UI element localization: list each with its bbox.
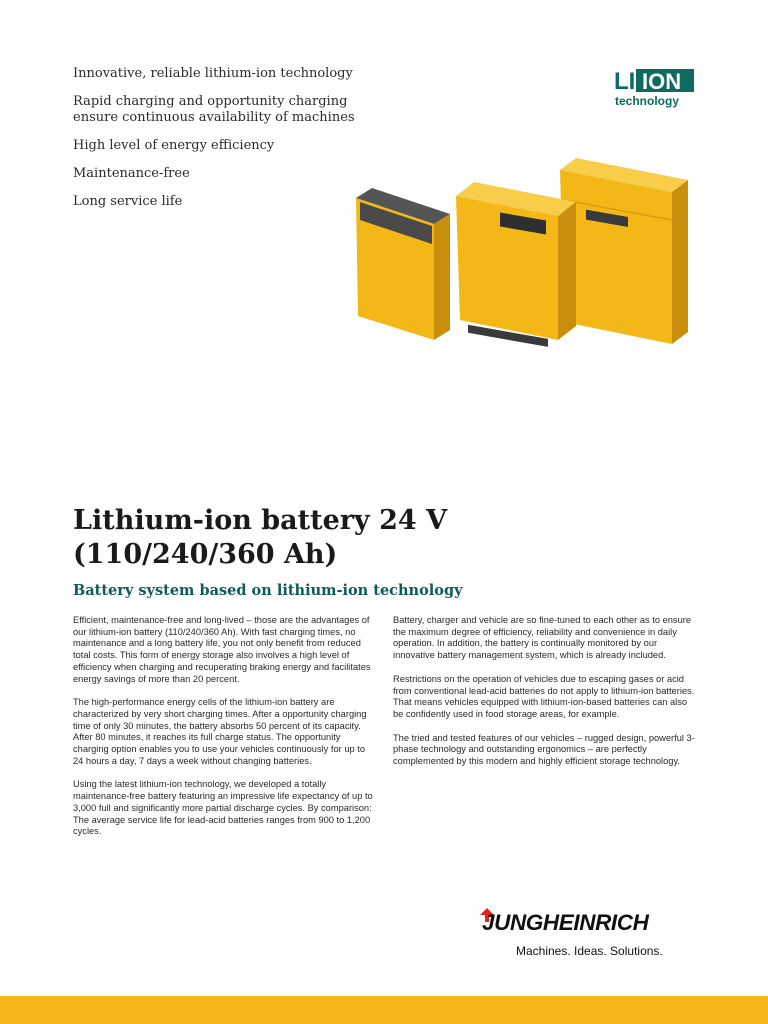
body-column-left: [73, 615, 377, 850]
feature-item: Innovative, reliable lithium-ion technology: [73, 66, 353, 81]
title-line-1: Lithium-ion battery 24 V: [73, 505, 448, 536]
battery-product-image: [350, 152, 698, 352]
body-column-right: [393, 615, 697, 780]
li-ion-technology-logo: [612, 67, 696, 109]
footer-color-bar: [0, 996, 768, 1024]
medium-battery: [456, 182, 576, 347]
document-title: [73, 504, 633, 572]
feature-item: Long service life: [73, 194, 183, 209]
body-paragraph: The tried and tested features of our vehicles – rugged design, powerful 3-phase technology and outstanding ergonomics – are perfectly complemented by this modern and highly efficient storage technology.: [393, 732, 695, 767]
body-paragraph: Using the latest lithium-ion technology, we developed a totally maintenance-free battery featuring an impressive life expectancy of up to 3,000 full and significantly more partial discharge cycles. By comparison: The average service life for lead-acid batteries ranges from 900 to 1,200 cycles.: [73, 779, 373, 837]
jungheinrich-logo: [482, 910, 698, 962]
feature-item: High level of energy efficiency: [73, 138, 275, 153]
brand-name: JUNGHEINRICH: [482, 910, 649, 935]
feature-list: [73, 66, 363, 222]
logo-sub-text: technology: [615, 94, 680, 108]
body-paragraph: Restrictions on the operation of vehicles due to escaping gases or acid from conventional lead-acid batteries do not apply to lithium-ion batteries. That means vehicles equipped with lithium-ion-based batteries can also be confidently used in food storage areas, for example.: [393, 673, 695, 719]
body-paragraph: Battery, charger and vehicle are so fine-tuned to each other as to ensure the maximum degree of efficiency, reliability and convenience in daily operation. In addition, the battery is continually monitored by our innovative battery management system, which is already included.: [393, 615, 692, 661]
logo-li-text: LI: [614, 68, 636, 95]
logo-ion-text: ION: [642, 69, 682, 94]
feature-item: Rapid charging and opportunity charging ensure continuous availability of machines: [73, 94, 355, 125]
document-subtitle: Battery system based on lithium-ion technology: [73, 582, 463, 599]
title-line-2: (110/240/360 Ah): [73, 539, 338, 570]
small-battery: [356, 188, 450, 340]
large-battery: [560, 158, 688, 344]
body-paragraph: Efficient, maintenance-free and long-lived – those are the advantages of our lithium-ion battery (110/240/360 Ah). With fast charging times, no maintenance and a long battery life, you not only benefit from reduced total costs. This form of energy storage also involves a high level of efficiency when charging and recuperating braking energy and facilitates energy savings of more than 20 percent.: [73, 615, 371, 684]
feature-item: Maintenance-free: [73, 166, 190, 181]
brand-tagline: Machines. Ideas. Solutions.: [516, 944, 663, 958]
body-paragraph: The high-performance energy cells of the lithium-ion battery are characterized by very short charging times. After a opportunity charging time of only 30 minutes, the battery absorbs 50 percent of its capacity. After 80 minutes, it reaches its full charge status. The opportunity charging option enables you to use your vehicles continuously for up to 24 hours a day, 7 days a week without changing batteries.: [73, 697, 367, 766]
